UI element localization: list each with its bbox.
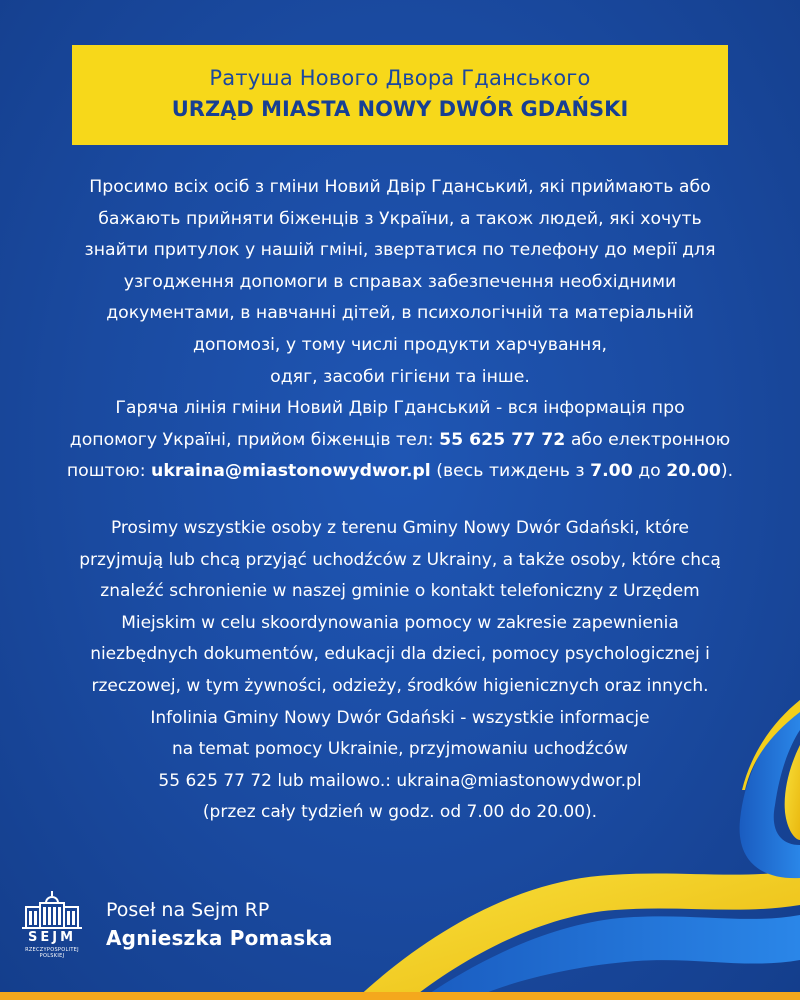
polish-text	[20, 513, 780, 829]
uk-line: бажають прийняти біженців з України, а також людей, які хочуть	[98, 208, 702, 229]
header-subtitle: Ратуша Нового Двора Гданського	[209, 66, 591, 90]
uk-text: ).	[720, 461, 734, 482]
logo-subtext-line: RZECZYPOSPOLITEJ	[25, 947, 79, 953]
uk-text: або електронною	[565, 429, 731, 450]
ukrainian-text	[20, 172, 780, 488]
pl-line: niezbędnych dokumentów, edukacji dla dzieci, pomocy psychologicznej i	[90, 644, 710, 665]
pl-line: Infolinia Gminy Nowy Dwór Gdański - wszystkie informacje	[150, 707, 650, 728]
pl-line: przyjmują lub chcą przyjąć uchodźców z Ukrainy, a także osoby, które chcą	[79, 549, 721, 570]
uk-text: до	[632, 461, 667, 482]
pl-line: na temat pomocy Ukrainie, przyjmowaniu uchodźców	[171, 739, 629, 760]
pl-line: znaleźć schronienie w naszej gminie o kontakt telefoniczny z Urzędem	[100, 581, 700, 602]
time-to: 20.00	[666, 461, 721, 482]
logo-subtext	[16, 947, 88, 959]
pl-line: rzeczowej, w tym żywności, odzieży, środków higienicznych oraz innych.	[91, 675, 709, 696]
footer-role: Poseł na Sejm RP	[106, 899, 270, 921]
logo-subtext-line: POLSKIEJ	[39, 953, 65, 959]
uk-line-email	[20, 456, 780, 488]
pl-line: 55 625 77 72 lub mailowo.: ukraina@miastonowydwor.pl	[158, 770, 642, 791]
bottom-accent-bar	[0, 992, 800, 1000]
uk-line: одяг, засоби гігієни та інше.	[270, 366, 530, 387]
logo-text: SEJM	[27, 930, 77, 945]
uk-line: знайти притулок у нашій гміні, звертатися по телефону до мерії для	[84, 240, 716, 261]
header-title: URZĄD MIASTA NOWY DWÓR GDAŃSKI	[171, 97, 629, 121]
uk-text: допомогу Україні, прийом біженців тел:	[69, 429, 440, 450]
pl-line: (przez cały tydzień w godz. od 7.00 do 20.00).	[202, 802, 598, 823]
uk-line: узгодження допомоги в справах забезпечення необхідними	[123, 271, 677, 292]
pl-line: Prosimy wszystkie osoby z terenu Gminy Nowy Dwór Gdański, które	[110, 518, 689, 538]
uk-line: Гаряча лінія гміни Новий Двір Гданський - вся інформація про	[115, 398, 685, 419]
uk-line: допомозі, у тому числі продукти харчування,	[192, 334, 608, 355]
email-address: ukraina@miastonowydwor.pl	[151, 461, 431, 482]
uk-line-phone	[20, 425, 780, 457]
pl-line: Miejskim w celu skoordynowania pomocy w zakresie zapewnienia	[121, 612, 679, 633]
phone-number: 55 625 77 72	[439, 429, 566, 450]
time-from: 7.00	[590, 461, 633, 482]
uk-text: поштою:	[66, 461, 152, 482]
header-banner	[72, 45, 728, 145]
uk-text: (весь тиждень з	[430, 461, 591, 482]
uk-line: документами, в навчанні дітей, в психологічній та матеріальній	[106, 303, 694, 324]
footer-signature	[106, 897, 333, 953]
uk-line: Просимо всіх осіб з гміни Новий Двір Гданський, які приймають або	[89, 177, 711, 197]
footer-person-name: Agnieszka Pomaska	[106, 926, 333, 950]
